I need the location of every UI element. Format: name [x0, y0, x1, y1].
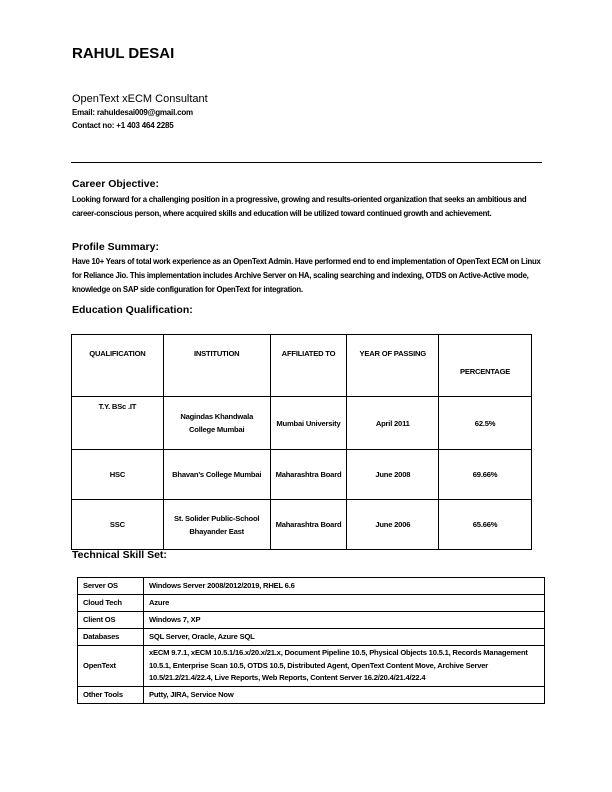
column-header: INSTITUTION [163, 335, 270, 397]
divider [71, 162, 542, 163]
percentage-cell: 65.66% [439, 500, 532, 550]
qualification-cell: HSC [72, 450, 164, 500]
skill-value: SQL Server, Oracle, Azure SQL [144, 629, 545, 646]
skill-category: Client OS [78, 612, 144, 629]
year-cell: June 2008 [347, 450, 439, 500]
skill-value: Windows Server 2008/2012/2019, RHEL 6.6 [144, 578, 545, 595]
career-objective-heading: Career Objective: [72, 178, 159, 190]
skill-category: Other Tools [78, 686, 144, 703]
skill-value: Azure [144, 595, 545, 612]
skill-category: Databases [78, 629, 144, 646]
skill-category: Server OS [78, 578, 144, 595]
profile-summary-heading: Profile Summary: [72, 241, 159, 253]
institution-cell: Nagindas Khandwala College Mumbai [163, 397, 270, 450]
profile-summary-text: Have 10+ Years of total work experience as an OpenText Admin. Have performed end to end implementation of OpenText ECM on Linux for Reliance Jio. This implementation includes Archive Server on HA, scaling searching and indexing, OTDS on Active-Active mode, knowledge on SAP side configuration for OpenText for integration. [72, 257, 541, 294]
column-header: YEAR OF PASSING [347, 335, 439, 397]
table-row [72, 397, 532, 450]
year-cell: April 2011 [347, 397, 439, 450]
candidate-role: OpenText xECM Consultant [72, 93, 208, 105]
percentage-cell: 69.66% [439, 450, 532, 500]
year-cell: June 2006 [347, 500, 439, 550]
affiliation-cell: Maharashtra Board [270, 500, 347, 550]
education-heading: Education Qualification: [72, 304, 193, 316]
skills-table [77, 577, 545, 704]
skill-category: Cloud Tech [78, 595, 144, 612]
column-header: PERCENTAGE [439, 335, 532, 397]
table-row [78, 612, 545, 629]
qualification-cell: SSC [72, 500, 164, 550]
table-row [78, 595, 545, 612]
candidate-name: RAHUL DESAI [72, 45, 175, 62]
column-header: QUALIFICATION [72, 335, 164, 397]
table-header-row [72, 335, 532, 397]
table-row [78, 629, 545, 646]
career-objective-text: Looking forward for a challenging position in a progressive, growing and results-oriented organization that seeks an ambitious and career-conscious person, where acquired skills and education will be utilized toward continued growth and achievement. [72, 195, 527, 218]
institution-cell: Bhavan's College Mumbai [163, 450, 270, 500]
column-header: AFFILIATED TO [270, 335, 347, 397]
qualification-cell: T.Y. BSc .IT [72, 397, 164, 450]
affiliation-cell: Maharashtra Board [270, 450, 347, 500]
affiliation-cell: Mumbai University [270, 397, 347, 450]
skill-value: Putty, JIRA, Service Now [144, 686, 545, 703]
table-row [78, 686, 545, 703]
skill-value: Windows 7, XP [144, 612, 545, 629]
skills-heading: Technical Skill Set: [72, 549, 167, 561]
skill-category: OpenText [78, 646, 144, 687]
table-row [72, 500, 532, 550]
email: Email: rahuldesai009@gmail.com [72, 108, 193, 117]
table-row [72, 450, 532, 500]
skill-value: xECM 9.7.1, xECM 10.5.1/16.x/20.x/21.x, Document Pipeline 10.5, Physical Objects 10.5.1, Records Management 10.5.1, Enterprise Scan 10.5, OTDS 10.5, Distributed Agent, OpenText Content Move, Archive Server 10.5/21.2/21.4/22.4, Live Reports, Web Reports, Content Server 16.2/20.4/21.4/22.4 [144, 646, 545, 687]
institution-cell: St. Solider Public-School Bhayander East [163, 500, 270, 550]
percentage-cell: 62.5% [439, 397, 532, 450]
education-table [71, 334, 532, 550]
table-row [78, 578, 545, 595]
contact-number: Contact no: +1 403 464 2285 [72, 121, 174, 130]
table-row [78, 646, 545, 687]
